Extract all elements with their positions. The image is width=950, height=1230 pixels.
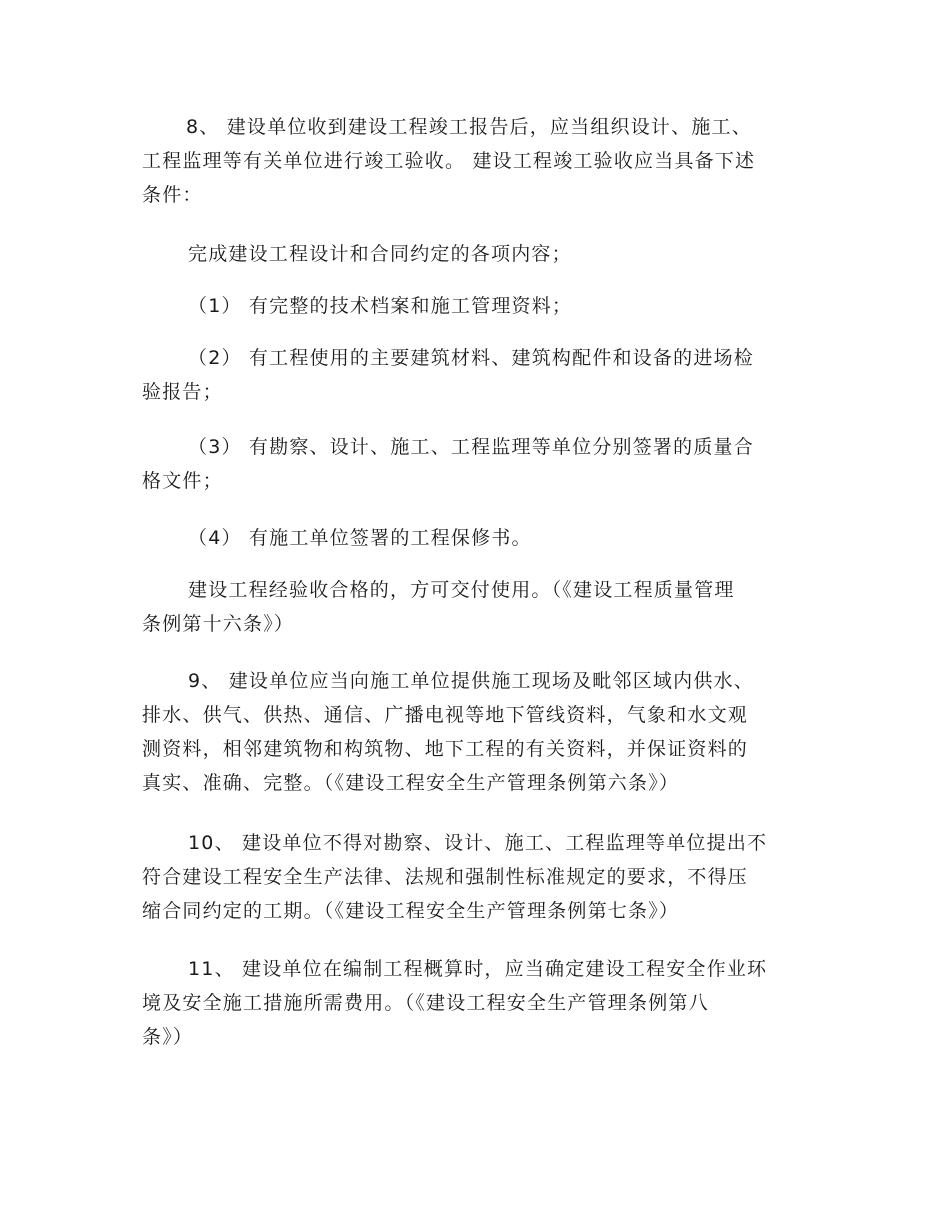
paragraph-item-10: 10、 建设单位不得对勘察、设计、施工、工程监理等单位提出不 符合建设工程安全生产法律、法规和强制性标准规定的要求，不得压 缩合同约定的工期。（《建设工程安全生产管理条例第七条》） xyxy=(142,832,768,922)
paragraph-acceptance: 建设工程经验收合格的，方可交付使用。（《建设工程质量管理 条例第十六条》） xyxy=(142,579,735,635)
paragraph-condition-4: （4） 有施工单位签署的工程保修书。 xyxy=(188,527,532,549)
paragraph-item-8: 8、 建设单位收到建设工程竣工报告后，应当组织设计、施工、 工程监理等有关单位进行竣工验收。 建设工程竣工验收应当具备下述 条件： xyxy=(142,116,756,206)
paragraph-condition-2: （2） 有工程使用的主要建筑材料、建筑构配件和设备的进场检 验报告； xyxy=(142,347,754,403)
paragraph-condition-3: （3） 有勘察、设计、施工、工程监理等单位分别签署的质量合 格文件； xyxy=(142,436,754,492)
paragraph-item-9: 9、 建设单位应当向施工单位提供施工现场及毗邻区域内供水、 排水、供气、供热、通信、广播电视等地下管线资料，气象和水文观 测资料，相邻建筑物和构筑物、地下工程的有关资料，并保证资料的 真实、准确、完整。（《建设工程安全生产管理条例第六条》） xyxy=(142,670,754,794)
paragraph-condition-1: （1） 有完整的技术档案和施工管理资料； xyxy=(188,295,573,317)
paragraph-item-11: 11、 建设单位在编制工程概算时，应当确定建设工程安全作业环 境及安全施工措施所需费用。（《建设工程安全生产管理条例第八 条》） xyxy=(142,958,768,1048)
paragraph-conditions-intro: 完成建设工程设计和合同约定的各项内容； xyxy=(188,243,572,265)
